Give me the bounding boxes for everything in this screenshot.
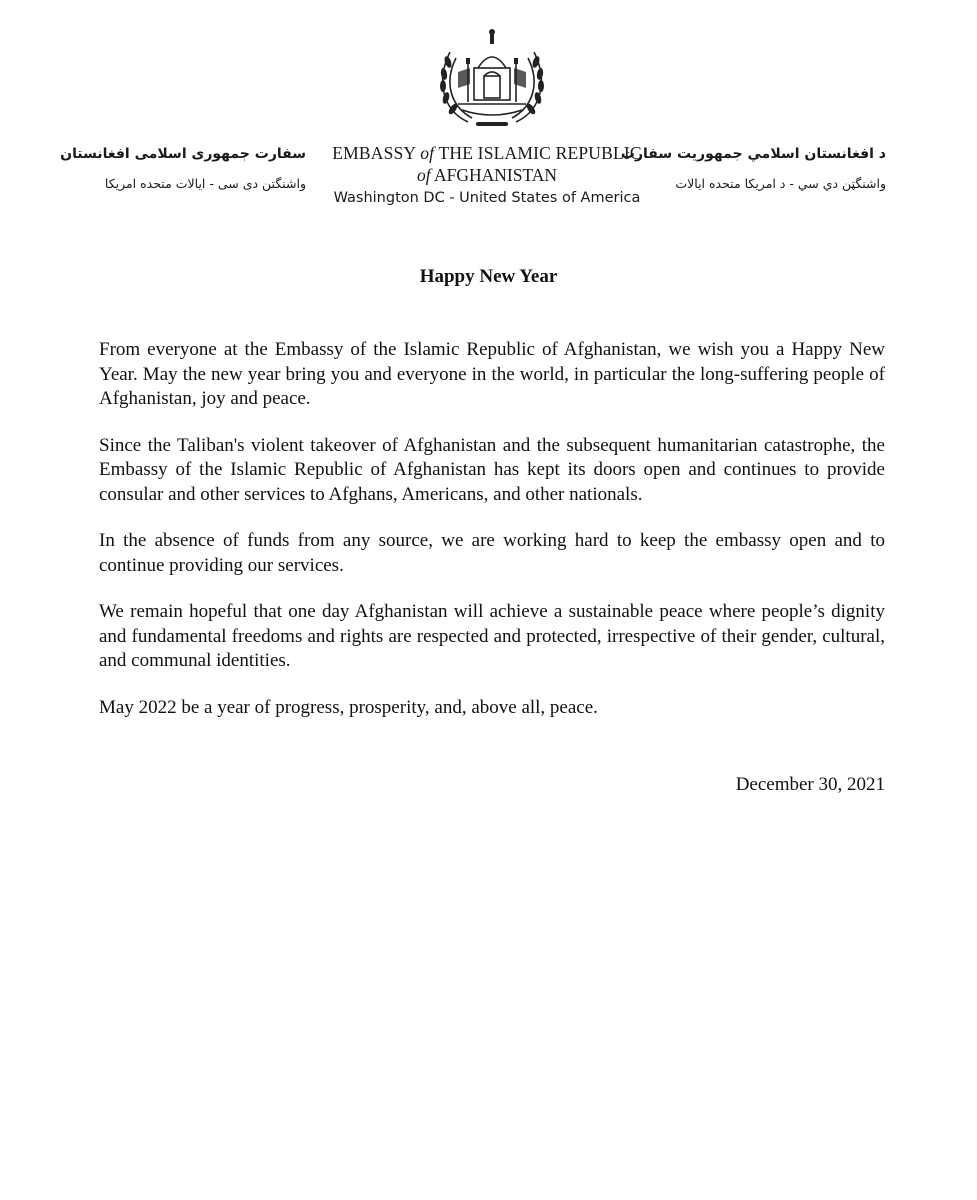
- embassy-address: Washington DC - United States of America: [333, 190, 641, 206]
- letterhead-dari: [60, 143, 306, 195]
- letterhead-english: [300, 142, 674, 209]
- letter-date: December 30, 2021: [735, 774, 885, 795]
- embassy-name-line1: EMBASSY of THE ISLAMIC REPUBLIC: [332, 143, 642, 163]
- letter-paragraph-5: May 2022 be a year of progress, prosperity, and, above all, peace.: [99, 696, 598, 718]
- pashto-embassy-title: د افغانستان اسلامي جمهوريت سفارت: [620, 146, 886, 162]
- pashto-embassy-address: واشنگټن دي سي - د امريكا متحده ايالات: [675, 176, 886, 191]
- dari-embassy-address: واشنگتن دی سی - ایالات متحده امریکا: [104, 176, 306, 191]
- letter-title: Happy New Year: [419, 266, 558, 287]
- afghanistan-national-emblem-icon: [428, 22, 556, 134]
- letter-body: [99, 338, 885, 742]
- letter-paragraph-1: From everyone at the Embassy of the Islamic Republic of Afghanistan, we wish you a Happy New Year. May the new year bring you and everyone in the world, in particular the long-suffering people of Afghanistan, joy and peace.: [99, 339, 885, 409]
- letter-paragraph-4: We remain hopeful that one day Afghanistan will achieve a sustainable peace where people’s dignity and fundamental freedoms and rights are respected and protected, irrespective of their gender, cultural, and communal identities.: [99, 601, 885, 671]
- letter-paragraph-2: Since the Taliban's violent takeover of Afghanistan and the subsequent humanitarian catastrophe, the Embassy of the Islamic Republic of Afghanistan has kept its doors open and continues to provide consular and other services to Afghans, Americans, and other nationals.: [99, 434, 885, 505]
- letterhead-pashto: [620, 143, 886, 195]
- dari-embassy-title: سفارت جمهوری اسلامی افغانستان: [60, 146, 306, 162]
- letter-paragraph-3: In the absence of funds from any source, we are working hard to keep the embassy open and to continue providing our services.: [99, 530, 885, 576]
- embassy-name-line2: of AFGHANISTAN: [416, 165, 558, 185]
